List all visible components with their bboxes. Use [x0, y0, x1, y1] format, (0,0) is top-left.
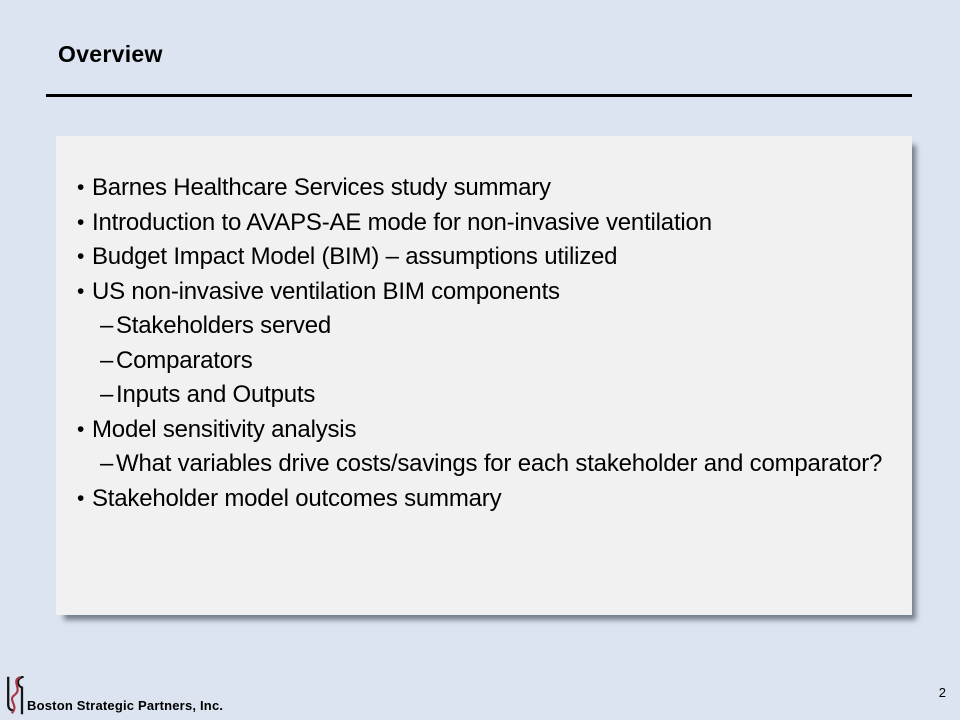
bullet-text: Budget Impact Model (BIM) – assumptions utilized — [92, 243, 618, 270]
bullet-list — [56, 136, 912, 516]
bullet-text: Stakeholder model outcomes summary — [92, 484, 502, 512]
bullet-item — [56, 206, 912, 241]
content-box — [56, 136, 912, 615]
bullet-text: Comparators — [116, 346, 253, 374]
bullet-marker: • — [77, 417, 85, 441]
bullet-text: Inputs and Outputs — [116, 381, 316, 408]
bullet-item — [56, 482, 912, 517]
bullet-marker: – — [100, 381, 114, 408]
bullet-text: What variables drive costs/savings for each stakeholder and comparator? — [116, 450, 883, 477]
bullet-marker: – — [100, 346, 114, 374]
bullet-text: Stakeholders served — [116, 312, 331, 339]
footer-company-name: Boston Strategic Partners, Inc. — [27, 698, 224, 713]
bullet-marker: – — [100, 312, 114, 339]
bullet-item — [56, 171, 912, 206]
bullet-marker: • — [77, 245, 85, 268]
bullet-item — [56, 275, 912, 310]
company-logo-icon — [5, 676, 28, 715]
sub-bullet-item — [56, 378, 912, 413]
bullet-item — [56, 240, 912, 275]
bullet-marker: • — [77, 210, 85, 234]
bullet-text: US non-invasive ventilation BIM components — [92, 277, 560, 305]
page-number: 2 — [938, 685, 946, 700]
bullet-text: Introduction to AVAPS-AE mode for non-invasive ventilation — [92, 208, 712, 236]
bullet-marker: • — [77, 279, 85, 303]
bullet-marker: • — [77, 176, 85, 199]
title-divider — [46, 94, 912, 97]
bullet-marker: • — [77, 486, 85, 510]
bullet-item — [56, 413, 912, 448]
bullet-marker: – — [100, 450, 114, 477]
sub-bullet-item — [56, 344, 912, 379]
bullet-text: Model sensitivity analysis — [92, 415, 357, 443]
sub-bullet-item — [56, 447, 912, 482]
sub-bullet-item — [56, 309, 912, 344]
page-title: Overview — [58, 41, 163, 67]
bullet-text: Barnes Healthcare Services study summary — [92, 174, 551, 201]
